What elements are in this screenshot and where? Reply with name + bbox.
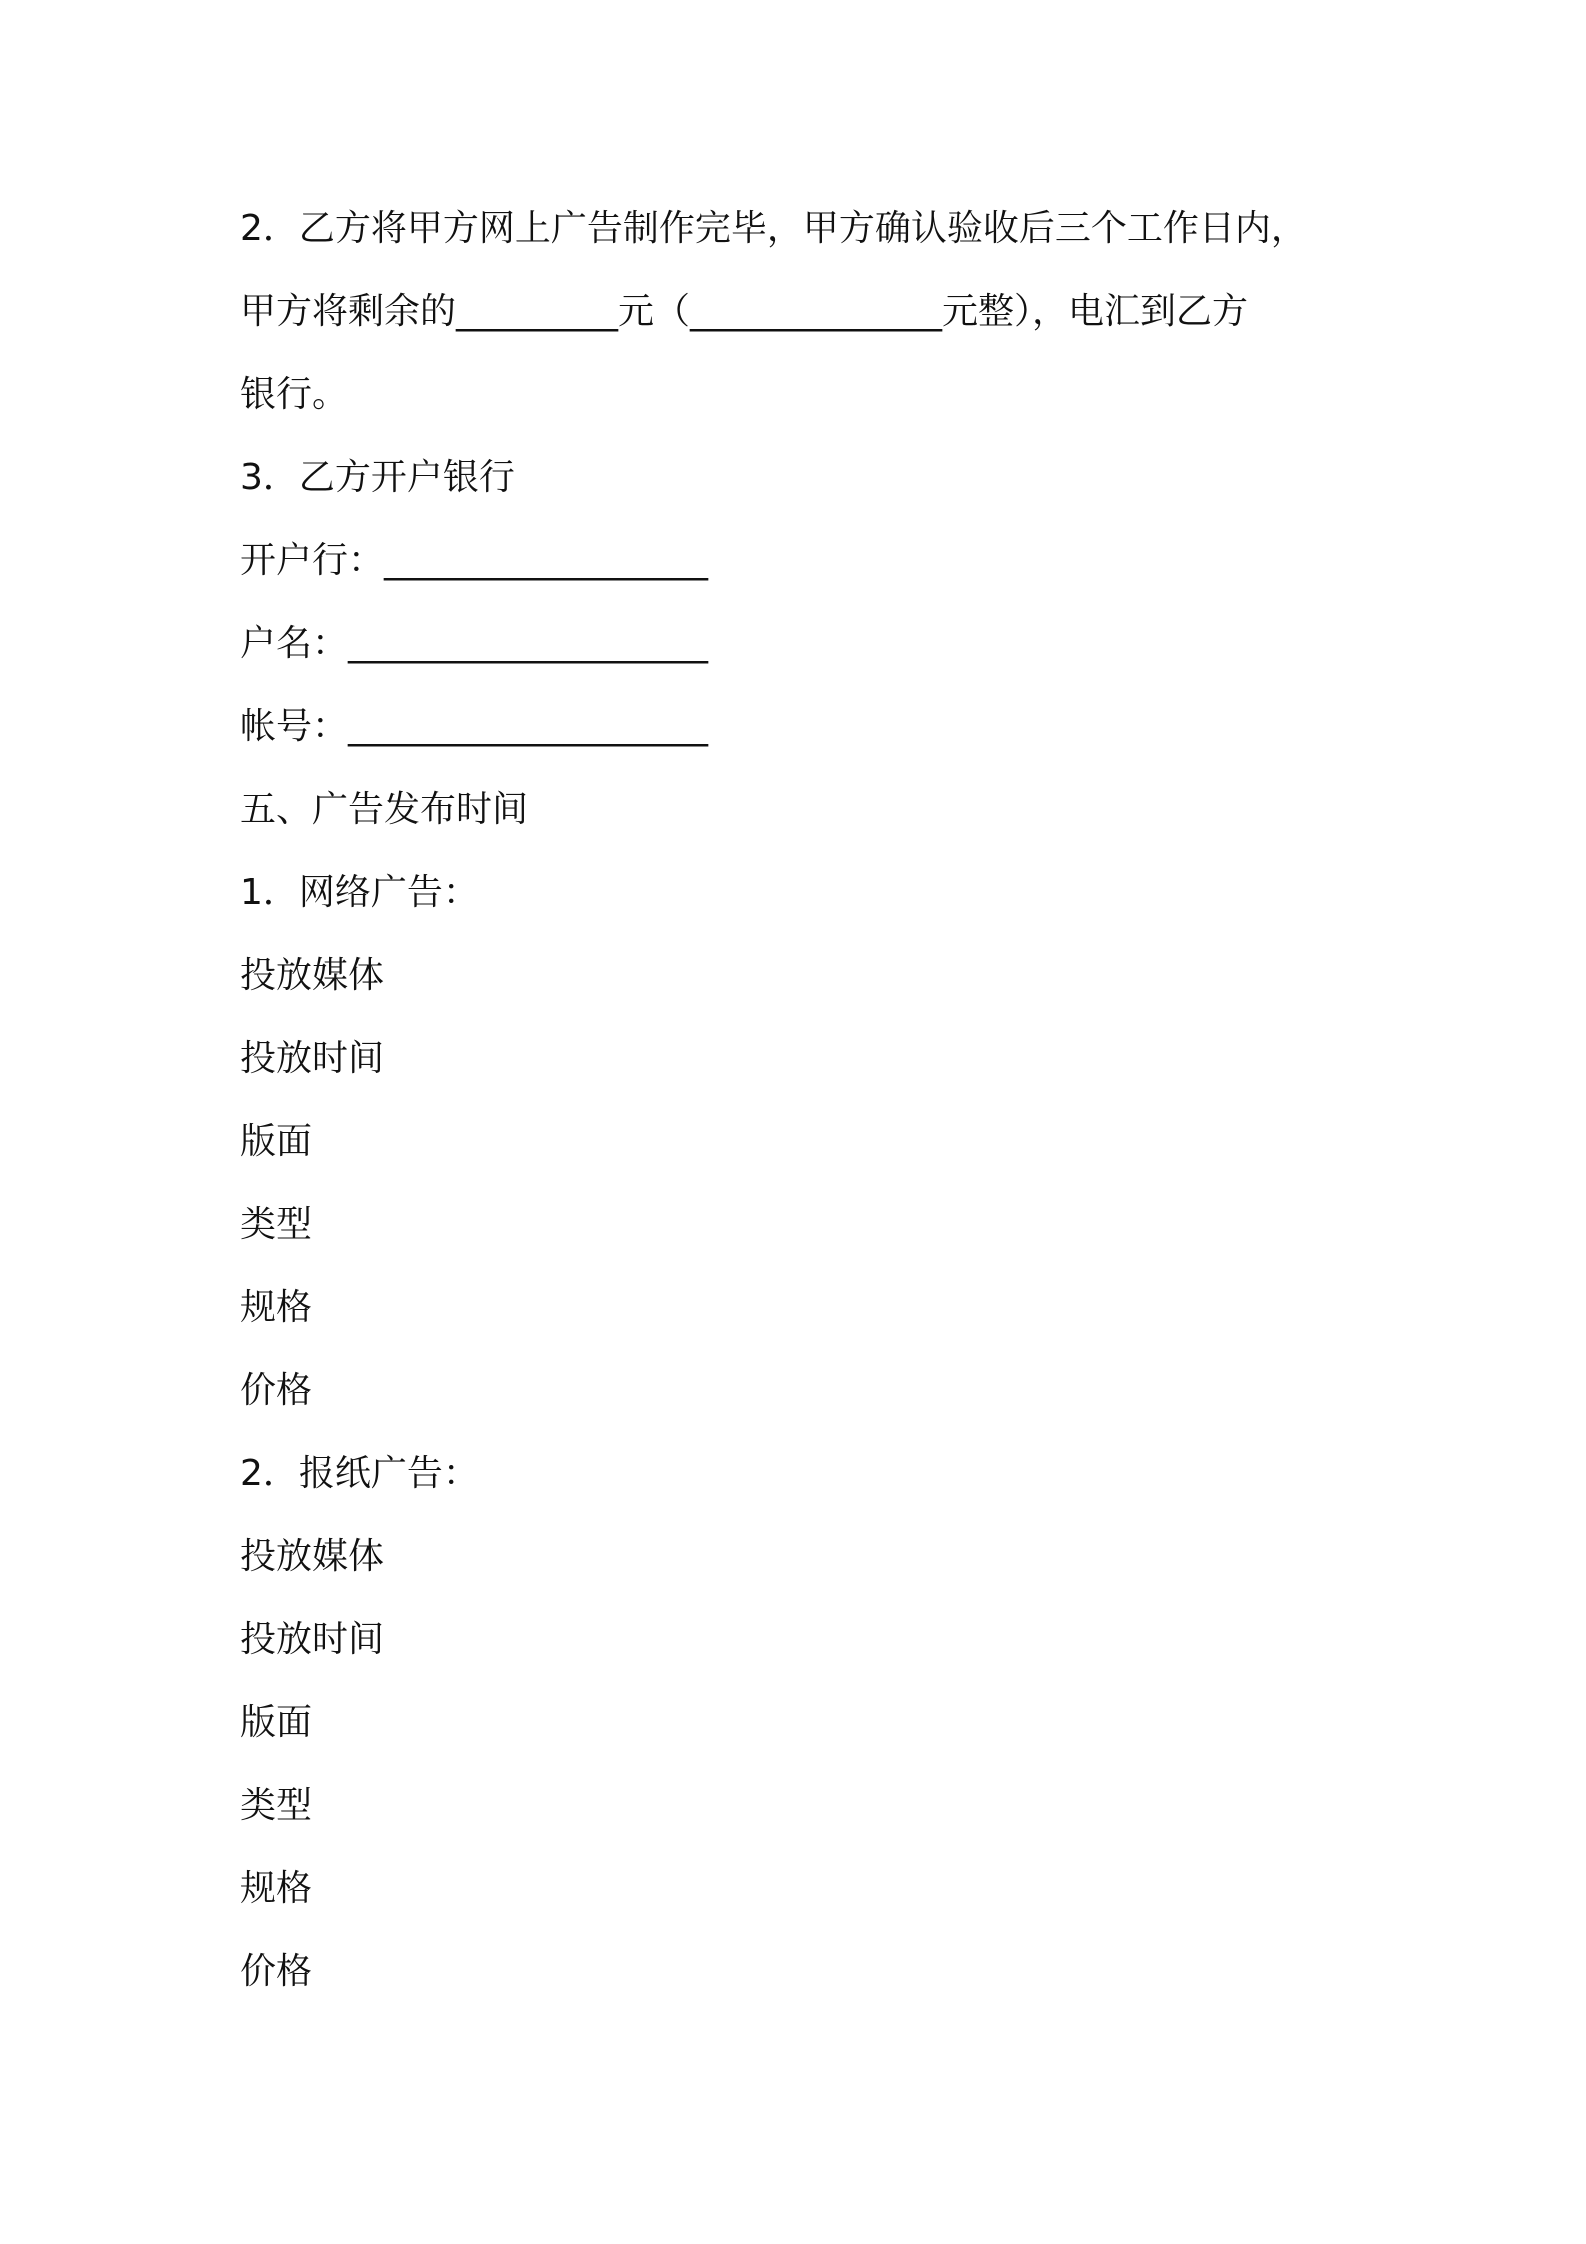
newspaper-ads-item-price: 价格 xyxy=(240,1951,313,1992)
newspaper-ads-item-media: 投放媒体 xyxy=(240,1536,385,1577)
section-5-heading: 五、广告发布时间 xyxy=(240,789,529,830)
newspaper-ads-heading: 2．报纸广告： xyxy=(240,1453,479,1494)
online-ads-item-price: 价格 xyxy=(240,1370,313,1411)
online-ads-item-layout: 版面 xyxy=(240,1121,313,1162)
newspaper-ads-item-spec: 规格 xyxy=(240,1868,313,1909)
newspaper-ads-item-layout: 版面 xyxy=(240,1702,313,1743)
payment-clause-line-2: 甲方将剩余的_________元（______________元整），电汇到乙方 xyxy=(240,291,1249,332)
online-ads-item-media: 投放媒体 xyxy=(240,955,385,996)
online-ads-item-spec: 规格 xyxy=(240,1287,313,1328)
account-number-field: 帐号：____________________ xyxy=(240,706,709,747)
payment-clause-line-3: 银行。 xyxy=(240,374,349,415)
newspaper-ads-item-type: 类型 xyxy=(240,1785,313,1826)
account-name-field: 户名：____________________ xyxy=(240,623,709,664)
online-ads-item-type: 类型 xyxy=(240,1204,313,1245)
payment-clause-line-1: 2．乙方将甲方网上广告制作完毕，甲方确认验收后三个工作日内， xyxy=(240,208,1307,249)
bank-name-field: 开户行：__________________ xyxy=(240,540,709,581)
newspaper-ads-item-time: 投放时间 xyxy=(240,1619,385,1660)
online-ads-item-time: 投放时间 xyxy=(240,1038,385,1079)
online-ads-heading: 1．网络广告： xyxy=(240,872,479,913)
bank-section-heading: 3．乙方开户银行 xyxy=(240,457,515,498)
